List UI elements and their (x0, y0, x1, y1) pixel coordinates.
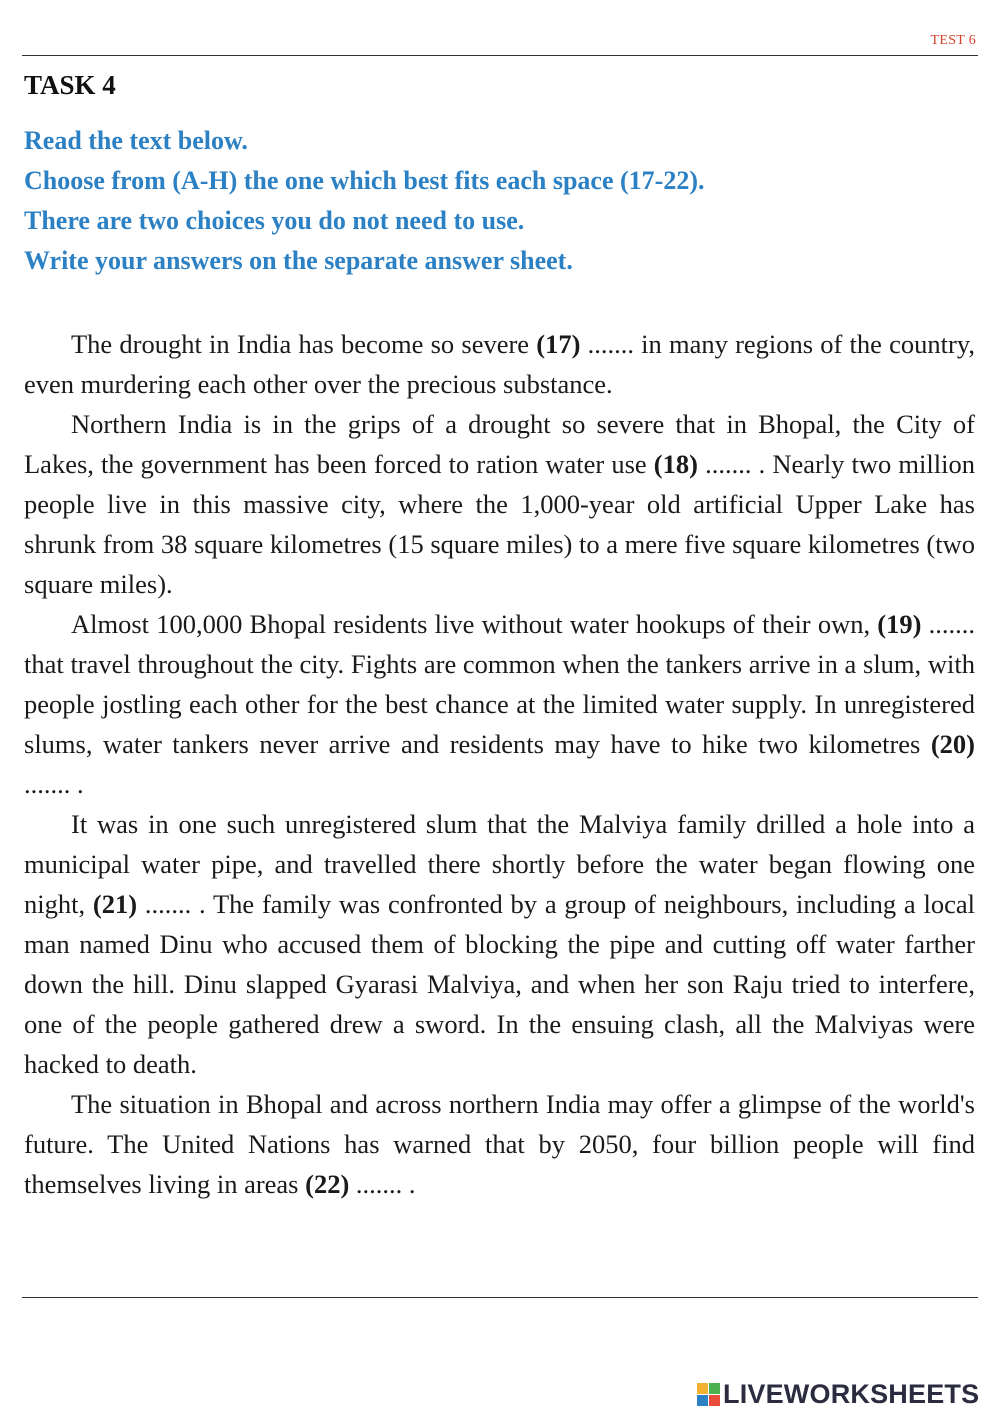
paragraph-4 (24, 804, 975, 1084)
gap-21: (21) (92, 889, 138, 919)
passage-text: ....... . Nearly two million people live in this massive city, where the 1,000-year old artificial Upper Lake has shrunk from 38 square kilometres (15 square miles) to a mere five square kilometres (two square miles). (24, 449, 975, 599)
gap-20: (20) (930, 729, 975, 759)
logo-tiles-icon (697, 1383, 720, 1406)
passage-text: It was in one such unregistered slum that the Malviya family drilled a hole into a municipal water pipe, and travelled there shortly before the water began flowing one night, (24, 809, 975, 919)
reading-passage (24, 324, 975, 1204)
gap-17: (17) (536, 329, 581, 359)
passage-text: The situation in Bhopal and across northern India may offer a glimpse of the world's future. The United Nations has warned that by 2050, four billion people will find themselves living in areas (24, 1089, 975, 1199)
passage-text: ....... . (24, 769, 84, 799)
gap-22: (22) (305, 1169, 350, 1199)
logo-text: LIVEWORKSHEETS (723, 1378, 980, 1409)
passage-text: ....... . The family was confronted by a group of neighbours, including a local man named Dinu who accused them of blocking the pipe and cutting off water farther down the hill. Dinu slapped Gyarasi Malviya, and when her son Raju tried to interfere, one of the people gathered drew a sword. In the ensuing clash, all the Malviyas were hacked to death. (24, 889, 975, 1079)
instruction-line: Write your answers on the separate answer sheet. (24, 246, 573, 275)
logo-tile (709, 1383, 720, 1394)
passage-text: ....... in many regions of the country, even murdering each other over the precious substance. (24, 329, 975, 399)
footer-divider (22, 1297, 978, 1298)
paragraph-3 (24, 604, 975, 804)
liveworksheets-logo (697, 1377, 979, 1411)
passage-text: ....... . (349, 1169, 416, 1199)
passage-text: ....... that travel throughout the city. Fights are common when the tankers arrive in a slum, with people jostling each other for the best chance at the limited water supply. In unregistered slums, water tankers never arrive and residents may have to hike two kilometres (24, 609, 976, 759)
gap-18: (18) (653, 449, 698, 479)
header-divider (22, 55, 978, 56)
gap-19: (19) (877, 609, 922, 639)
instruction-line: There are two choices you do not need to use. (24, 206, 525, 235)
passage-text: Almost 100,000 Bhopal residents live without water hookups of their own, (71, 609, 878, 639)
task-instructions (24, 121, 974, 281)
instruction-line: Read the text below. (24, 126, 248, 155)
passage-text: The drought in India has become so severe (71, 329, 537, 359)
logo-tile (709, 1395, 720, 1406)
logo-tile (697, 1395, 708, 1406)
logo-tile (697, 1383, 708, 1394)
paragraph-2 (24, 404, 975, 604)
test-label: TEST 6 (930, 33, 976, 48)
paragraph-5 (24, 1084, 975, 1204)
paragraph-1 (24, 324, 975, 404)
passage-text: Northern India is in the grips of a drought so severe that in Bhopal, the City of Lakes, the government has been forced to ration water use (24, 409, 975, 479)
instruction-line: Choose from (A-H) the one which best fits each space (17-22). (24, 166, 705, 195)
task-title: TASK 4 (24, 70, 116, 100)
